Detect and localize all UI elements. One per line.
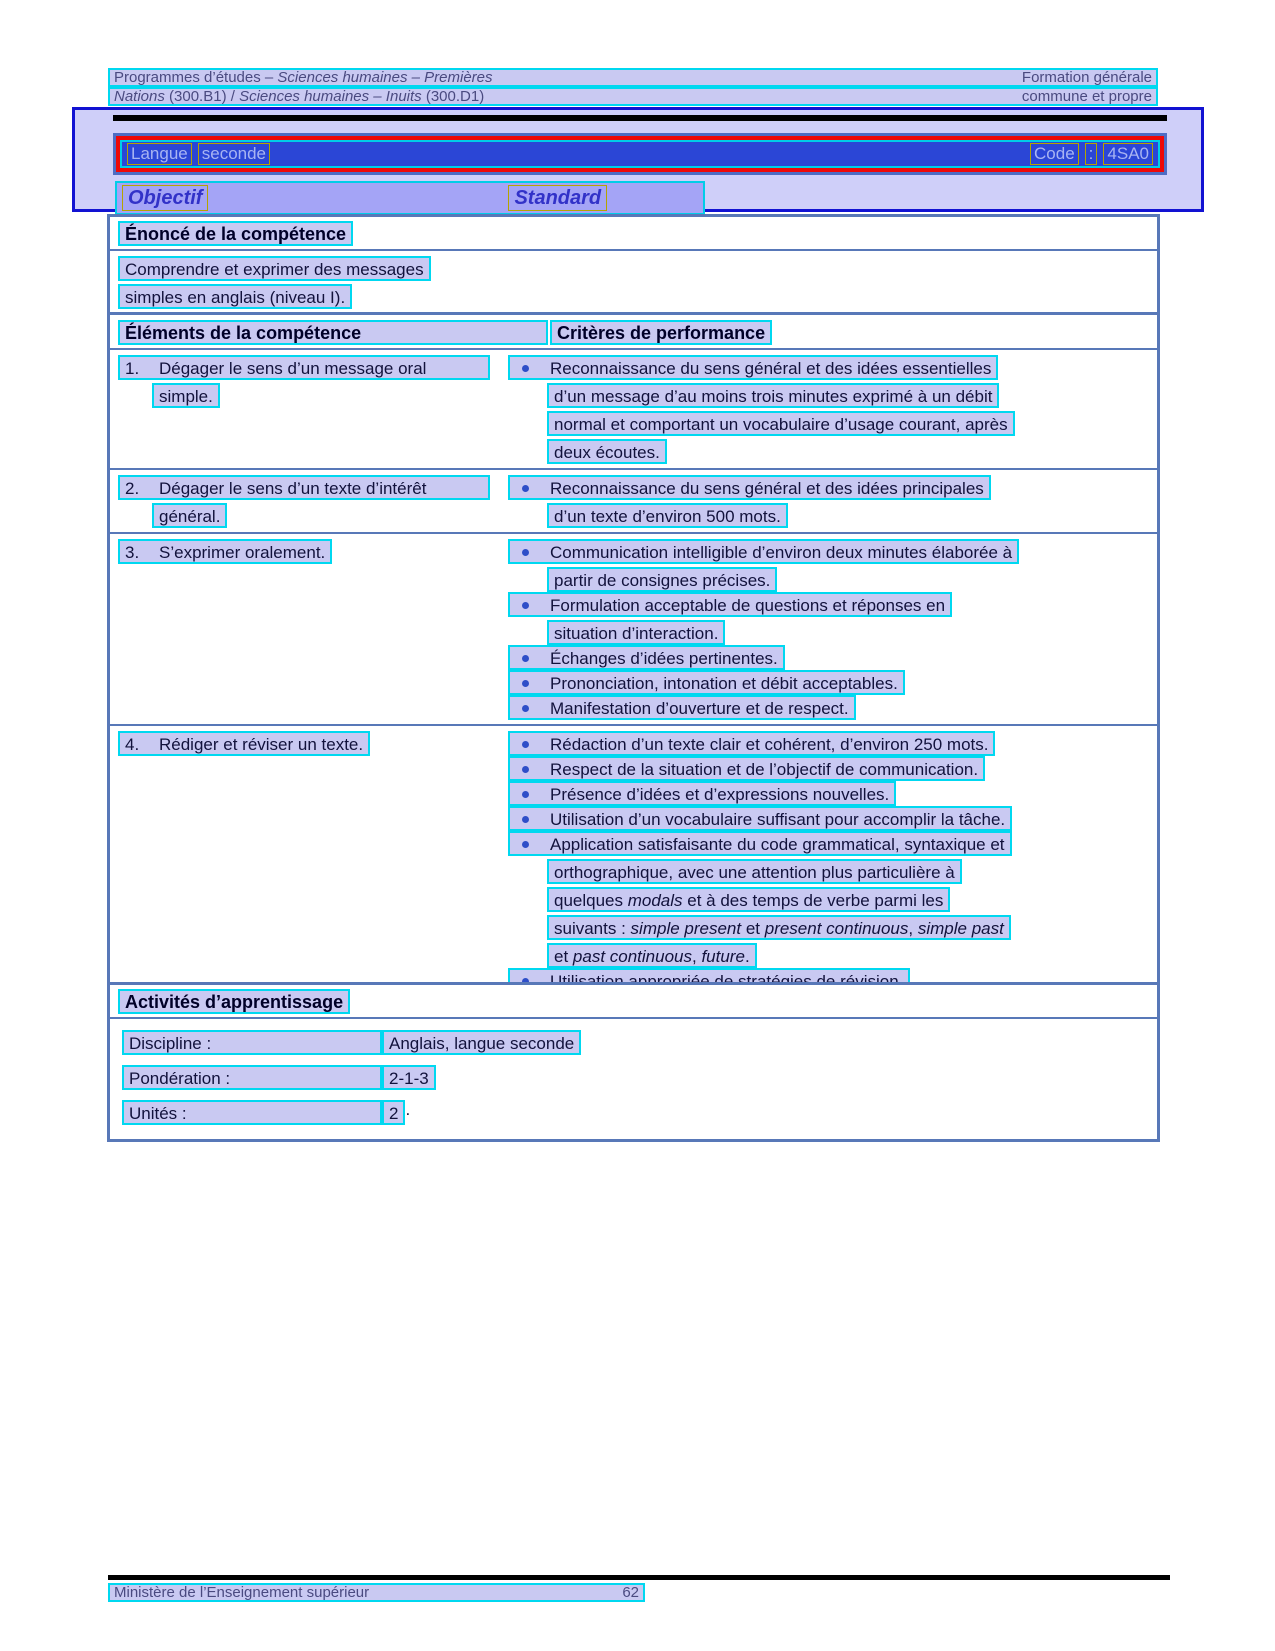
criterion-line xyxy=(508,592,1149,617)
text-segment: (300.B1) / xyxy=(164,88,240,105)
table-row xyxy=(110,468,1157,532)
competence-table xyxy=(107,312,1160,1000)
element-text: Rédiger et réviser un texte. xyxy=(159,735,364,754)
banner-word: Code xyxy=(1030,143,1079,165)
criterion-line xyxy=(508,831,1149,856)
criteria-cell xyxy=(508,539,1149,720)
text-segment: et à des temps de verbe parmi les xyxy=(682,891,944,910)
text-segment: Utilisation d’un vocabulaire suffisant pour accomplir la tâche. xyxy=(550,810,1006,829)
criterion xyxy=(508,831,1149,968)
criterion-line xyxy=(508,670,1149,695)
element-number: 4. xyxy=(125,735,140,754)
criterion xyxy=(508,645,1149,670)
text-segment: Reconnaissance du sens général et des idées essentielles xyxy=(550,359,992,378)
text-segment: deux écoutes. xyxy=(554,443,660,462)
text-segment: Programmes d’études – xyxy=(114,69,278,86)
criterion xyxy=(508,781,1149,806)
highlighted-text xyxy=(547,915,1011,940)
element-text-line xyxy=(152,503,508,528)
criterion xyxy=(508,806,1149,831)
text-segment: Formulation acceptable de questions et réponses en xyxy=(550,596,946,615)
bullet-icon xyxy=(522,841,529,848)
activity-label: Unités : xyxy=(122,1100,382,1125)
header-line-1 xyxy=(108,68,1158,87)
bullet-icon xyxy=(522,741,529,748)
text-segment: Prononciation, intonation et débit acceptables. xyxy=(550,674,898,693)
element-text: S’exprimer oralement. xyxy=(159,543,326,562)
criteres-column-header: Critères de performance xyxy=(550,320,772,345)
activity-value: Anglais, langue seconde xyxy=(382,1030,581,1055)
element-number: 1. xyxy=(125,359,140,378)
criterion-line xyxy=(508,539,1149,564)
activities-title-row xyxy=(110,985,1157,1019)
criterion xyxy=(508,592,1149,645)
highlighted-text xyxy=(547,411,1015,436)
text-segment: orthographique, avec une attention plus particulière à xyxy=(554,863,955,882)
activity-row xyxy=(122,1065,1145,1090)
enonce-body-line xyxy=(118,284,1149,309)
highlighted-text xyxy=(547,943,757,968)
banner-word: seconde xyxy=(198,143,270,165)
highlighted-text xyxy=(118,539,332,564)
text-segment: Manifestation d’ouverture et de respect. xyxy=(550,699,849,718)
competence-table-rows xyxy=(110,350,1157,997)
header-left-text xyxy=(114,70,493,85)
criterion xyxy=(508,670,1149,695)
highlighted-text: simples en anglais (niveau I). xyxy=(118,284,352,309)
italic-text: present continuous xyxy=(764,919,909,938)
highlighted-text xyxy=(508,645,785,670)
bullet-icon xyxy=(522,485,529,492)
criterion-line xyxy=(547,943,1149,968)
header-left-text xyxy=(114,89,484,104)
activity-value: 2-1-3 xyxy=(382,1065,436,1090)
text-segment: (300.D1) xyxy=(421,88,485,105)
activity-label: Discipline : xyxy=(122,1030,382,1055)
enonce-title: Énoncé de la compétence xyxy=(118,221,353,246)
highlighted-text xyxy=(508,695,856,720)
text-segment: , xyxy=(692,947,702,966)
criterion-line xyxy=(547,620,1149,645)
table-row xyxy=(110,532,1157,724)
text-segment: situation d’interaction. xyxy=(554,624,719,643)
highlighted-text xyxy=(508,831,1012,856)
running-footer xyxy=(108,1583,645,1602)
highlighted-text xyxy=(508,539,1019,564)
activity-value: 2 xyxy=(382,1100,405,1125)
text-segment: . xyxy=(744,947,750,966)
highlighted-text xyxy=(508,592,952,617)
element-cell xyxy=(118,475,508,528)
element-text-line xyxy=(118,355,508,380)
criterion-line xyxy=(508,645,1149,670)
criterion xyxy=(508,475,1149,528)
element-number: 3. xyxy=(125,543,140,562)
highlighted-text xyxy=(547,503,788,528)
highlighted-text xyxy=(508,806,1012,831)
activities-table xyxy=(107,982,1160,1142)
enonce-table xyxy=(107,214,1160,316)
highlighted-text xyxy=(547,439,667,464)
text-segment: , xyxy=(908,919,918,938)
highlighted-text: simple. xyxy=(152,383,220,408)
text-segment: d’un message d’au moins trois minutes exprimé à un débit xyxy=(554,387,993,406)
highlighted-text xyxy=(118,355,490,380)
banner-title-words xyxy=(127,143,270,165)
text-segment: normal et comportant un vocabulaire d’usage courant, après xyxy=(554,415,1008,434)
activities-title: Activités d’apprentissage xyxy=(118,989,350,1014)
criterion-line xyxy=(508,355,1149,380)
highlighted-text xyxy=(118,475,490,500)
banner-word: Langue xyxy=(127,143,192,165)
hero-divider-bar xyxy=(113,115,1167,121)
text-segment: Rédaction d’un texte clair et cohérent, d’environ 250 mots. xyxy=(550,735,989,754)
criterion-line xyxy=(508,806,1149,831)
text-segment: suivants : xyxy=(554,919,631,938)
highlighted-text xyxy=(118,731,370,756)
text-segment: Reconnaissance du sens général et des idées principales xyxy=(550,479,984,498)
bullet-icon xyxy=(522,602,529,609)
text-segment: partir de consignes précises. xyxy=(554,571,771,590)
highlighted-text xyxy=(547,887,950,912)
banner-red-outline xyxy=(116,136,1164,172)
text-segment: et xyxy=(741,919,765,938)
bullet-icon xyxy=(522,680,529,687)
activity-label: Pondération : xyxy=(122,1065,382,1090)
element-text-line xyxy=(118,539,508,564)
bullet-icon xyxy=(522,791,529,798)
text-segment: Présence d’idées et d’expressions nouvelles. xyxy=(550,785,890,804)
elements-column-header: Éléments de la compétence xyxy=(118,320,548,345)
text-segment: Respect de la situation et de l’objectif de communication. xyxy=(550,760,979,779)
highlighted-text xyxy=(547,620,725,645)
running-header xyxy=(108,68,1158,106)
objectif-heading: Objectif xyxy=(122,185,208,211)
italic-text: future xyxy=(701,947,745,966)
italic-text: Nations xyxy=(114,88,165,105)
criterion-line xyxy=(547,887,1149,912)
banner-word: : xyxy=(1085,143,1098,165)
element-cell xyxy=(118,355,508,464)
course-banner xyxy=(113,133,1167,175)
highlighted-text xyxy=(547,567,777,592)
activity-suffix: . xyxy=(405,1100,411,1119)
highlighted-text xyxy=(508,475,991,500)
criterion-line xyxy=(508,731,1149,756)
enonce-title-row xyxy=(110,217,1157,251)
footer-rule xyxy=(108,1575,1170,1580)
highlighted-text xyxy=(547,383,999,408)
header-right-text: Formation générale xyxy=(1021,69,1152,86)
italic-text: Sciences humaines – Premières xyxy=(277,69,493,86)
table-row xyxy=(110,350,1157,468)
bullet-icon xyxy=(522,655,529,662)
competence-table-header xyxy=(110,315,1157,350)
text-segment: quelques xyxy=(554,891,628,910)
criteria-cell xyxy=(508,475,1149,528)
element-number: 2. xyxy=(125,479,140,498)
italic-text: modals xyxy=(627,891,683,910)
criterion xyxy=(508,756,1149,781)
criterion-line xyxy=(547,859,1149,884)
criteria-cell xyxy=(508,355,1149,464)
element-text-line xyxy=(118,731,508,756)
criterion-line xyxy=(508,781,1149,806)
text-segment: Communication intelligible d’environ deux minutes élaborée à xyxy=(550,543,1013,562)
header-line-2 xyxy=(108,87,1158,106)
italic-text: Sciences humaines – Inuits xyxy=(239,88,422,105)
italic-text: simple past xyxy=(917,919,1004,938)
bullet-icon xyxy=(522,365,529,372)
criterion xyxy=(508,731,1149,756)
enonce-body-line xyxy=(118,256,1149,281)
activities-rows xyxy=(110,1019,1157,1139)
standard-heading: Standard xyxy=(508,185,607,211)
highlighted-text xyxy=(508,756,985,781)
text-segment: d’un texte d’environ 500 mots. xyxy=(554,507,781,526)
element-text: Dégager le sens d’un texte d’intérêt xyxy=(159,479,427,498)
banner-code-words xyxy=(1030,143,1153,165)
element-text-line xyxy=(152,383,508,408)
criterion-line xyxy=(547,567,1149,592)
criterion xyxy=(508,539,1149,592)
highlighted-text: Comprendre et exprimer des messages xyxy=(118,256,431,281)
criterion-line xyxy=(547,503,1149,528)
objectif-standard-band xyxy=(115,181,705,215)
activity-row xyxy=(122,1100,1145,1125)
element-text-line xyxy=(118,475,508,500)
banner-highlight-outline xyxy=(120,140,1160,168)
footer-line xyxy=(108,1583,645,1602)
text-segment: et xyxy=(554,947,573,966)
banner-bar xyxy=(122,142,1158,166)
highlighted-text xyxy=(547,859,962,884)
element-cell xyxy=(118,539,508,720)
bullet-icon xyxy=(522,816,529,823)
page-number: 62 xyxy=(622,1584,639,1601)
header-right-text: commune et propre xyxy=(1021,88,1152,105)
banner-word: 4SA0 xyxy=(1103,143,1153,165)
text-segment: Échanges d’idées pertinentes. xyxy=(550,649,778,668)
criterion-line xyxy=(508,695,1149,720)
criterion-line xyxy=(508,756,1149,781)
italic-text: past continuous xyxy=(572,947,692,966)
criterion-line xyxy=(547,383,1149,408)
highlighted-text xyxy=(508,670,905,695)
bullet-icon xyxy=(522,766,529,773)
highlighted-text xyxy=(508,781,896,806)
highlighted-text xyxy=(508,355,998,380)
highlighted-text: général. xyxy=(152,503,227,528)
criterion-line xyxy=(508,475,1149,500)
criterion-line xyxy=(547,411,1149,436)
italic-text: simple present xyxy=(630,919,742,938)
course-hero-box xyxy=(72,107,1204,212)
activity-row xyxy=(122,1030,1145,1055)
criteria-cell xyxy=(508,731,1149,993)
element-cell xyxy=(118,731,508,993)
element-text: Dégager le sens d’un message oral xyxy=(159,359,427,378)
criterion xyxy=(508,695,1149,720)
bullet-icon xyxy=(522,705,529,712)
criterion-line xyxy=(547,439,1149,464)
bullet-icon xyxy=(522,549,529,556)
criterion-line xyxy=(547,915,1149,940)
criterion xyxy=(508,355,1149,464)
text-segment: Application satisfaisante du code grammatical, syntaxique et xyxy=(550,835,1005,854)
enonce-body xyxy=(110,251,1157,313)
highlighted-text xyxy=(508,731,995,756)
table-row xyxy=(110,724,1157,997)
footer-text: Ministère de l’Enseignement supérieur xyxy=(114,1584,370,1601)
